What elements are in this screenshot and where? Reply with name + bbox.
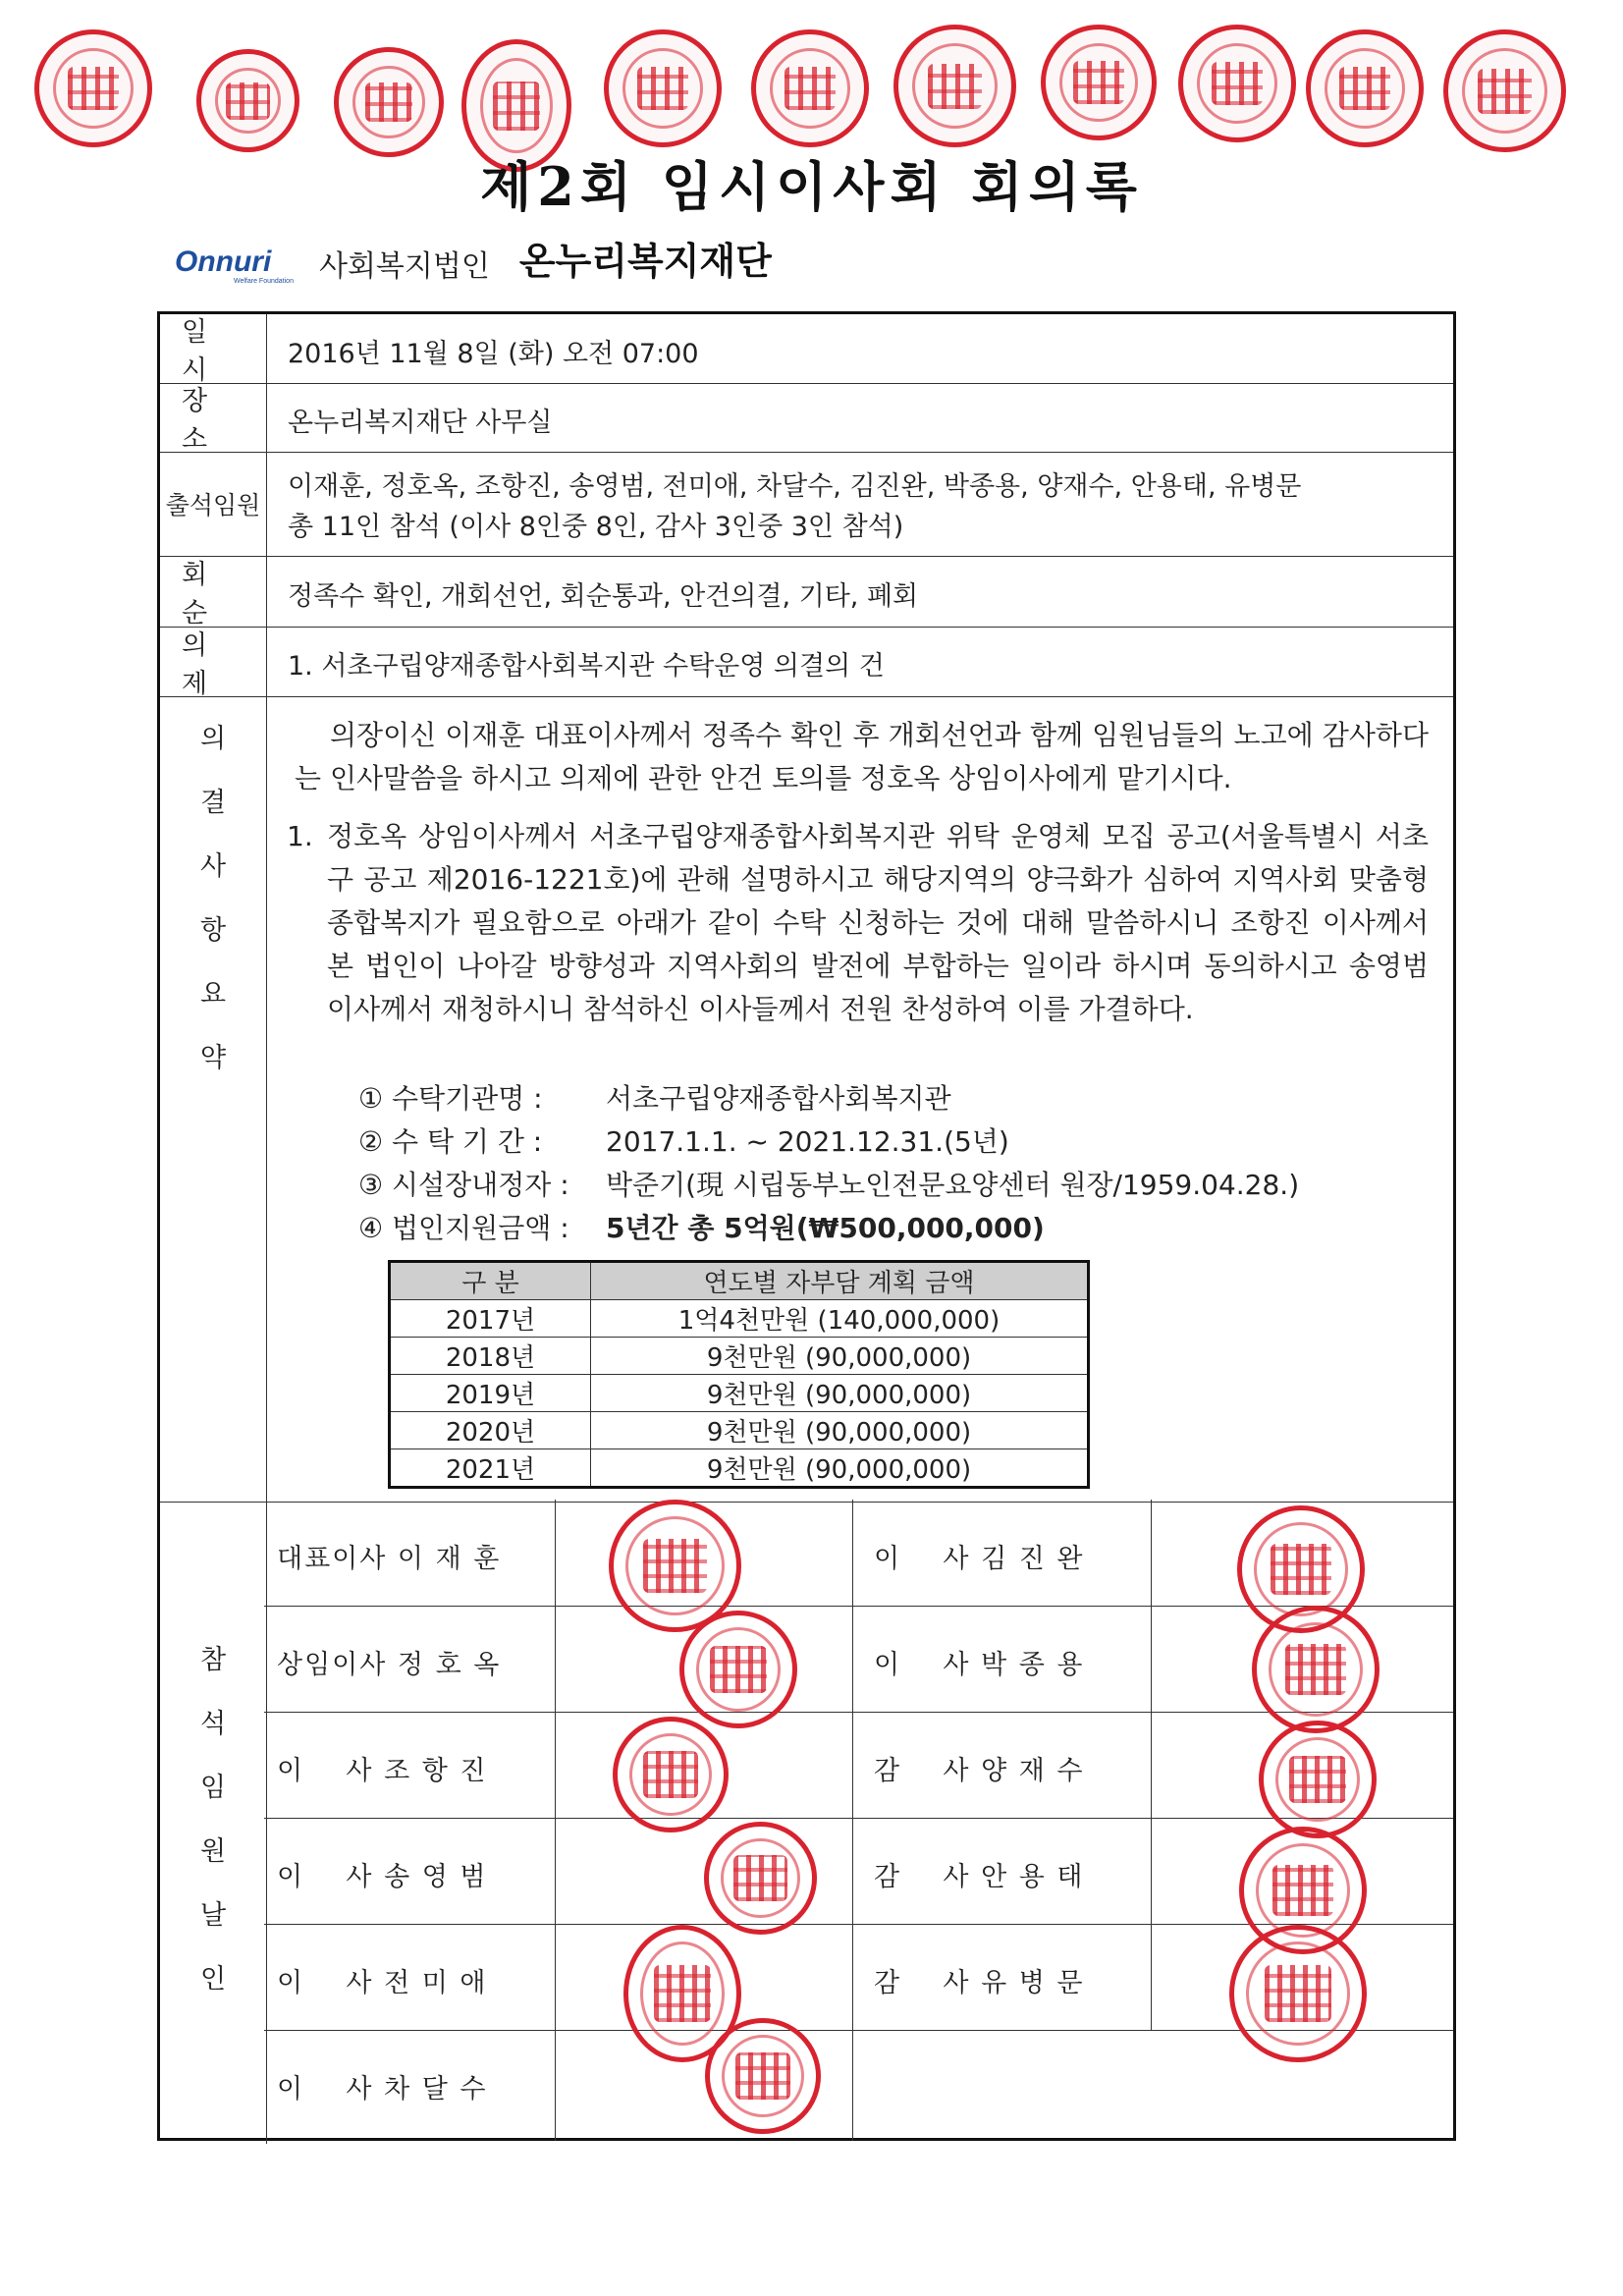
amount-cell: 9천만원 (90,000,000)	[591, 1412, 1089, 1449]
signatory-name: 이 사 조 항 진	[277, 1756, 488, 1786]
item-text: 정호옥 상임이사께서 서초구립양재종합사회복지관 위탁 운영체 모집 공고(서울특별시 서초구 공고 제2016-1221호)에 관해 설명하시고 해당지역의 양극화가 심하여 지역사회 맞춤형 종합복지가 필요함으로 아래가 같이 수탁 신청하는 것에 대해 말씀하시니 조항진 이사께서 본 법인이 나아갈 방향성과 지역사회의 발전에 부합하는 일이라 하시며 동의하시고 송영범 이사께서 재청하시니 참석하신 이사들께서 전원 찬성하여 이를 가결하다.	[327, 820, 1429, 1025]
signatory-name: 상임이사 정 호 옥	[277, 1650, 502, 1680]
year-cell: 2021년	[390, 1449, 591, 1488]
amount-cell: 9천만원 (90,000,000)	[591, 1449, 1089, 1488]
term-value: 5년간 총 5억원(₩500,000,000)	[606, 1212, 1045, 1244]
logo-text: Onnuri	[175, 246, 272, 278]
label-char: 인	[199, 1964, 227, 1995]
table-row	[390, 1338, 1089, 1375]
order-label: 회순	[182, 560, 230, 629]
signatory-name: 이 사 차 달 수	[277, 2074, 488, 2105]
term-value: 박준기(現 시립동부노인전문요양센터 원장/1959.04.28.)	[606, 1169, 1300, 1201]
seal-stamp	[1229, 1925, 1367, 2062]
sig-col-divider	[1151, 1500, 1152, 2030]
signatory-name: 감 사 안 용 태	[874, 1862, 1085, 1892]
term-key: ① 수탁기관명 :	[358, 1082, 543, 1115]
row-divider	[160, 627, 1453, 628]
label-char: 원	[199, 1836, 227, 1867]
amount-cell: 1억4천만원 (140,000,000)	[591, 1300, 1089, 1338]
term-row	[358, 1077, 1299, 1121]
signatory-name: 감 사 양 재 수	[874, 1756, 1085, 1786]
seal-stamp	[1252, 1606, 1380, 1733]
resolution-intro: 의장이신 이재훈 대표이사께서 정족수 확인 후 개회선언과 함께 임원님들의 노고에 감사하다는 인사말씀을 하시고 의제에 관한 안건 토의를 정호옥 상임이사에게 맡기시다.	[295, 719, 1429, 794]
order-value: 정족수 확인, 개회선언, 회순통과, 안건의결, 기타, 폐회	[288, 581, 919, 612]
seal-stamp	[1178, 25, 1296, 142]
label-char: 약	[199, 1043, 227, 1073]
signatory-name: 이 사 박 종 용	[874, 1650, 1085, 1680]
seal-stamp	[1259, 1721, 1377, 1838]
term-value: 2017.1.1. ~ 2021.12.31.(5년)	[606, 1125, 1009, 1158]
year-cell: 2019년	[390, 1375, 591, 1412]
row-divider	[160, 1502, 1453, 1503]
row-divider	[160, 452, 1453, 453]
label-char: 석	[199, 1709, 227, 1739]
row-divider	[160, 696, 1453, 697]
sig-col-divider	[852, 1500, 853, 2141]
date-label: 일시	[182, 317, 230, 386]
label-char: 요	[199, 979, 227, 1010]
organization-name: 온누리복지재단	[518, 239, 772, 283]
seal-stamp	[751, 29, 869, 147]
sig-col-divider	[555, 1500, 556, 2141]
table-row	[390, 1300, 1089, 1338]
seal-stamp	[196, 49, 299, 152]
label-char: 참	[199, 1645, 227, 1675]
label-char: 항	[199, 915, 227, 946]
budget-table	[388, 1260, 1090, 1489]
label-column-divider	[266, 314, 267, 2144]
place-label: 장소	[182, 386, 230, 455]
organization-header	[175, 236, 772, 285]
signatory-name: 이 사 전 미 애	[277, 1968, 488, 1998]
table-row	[390, 1375, 1089, 1412]
term-key: ④ 법인지원금액 :	[358, 1212, 569, 1244]
seal-stamp	[704, 1822, 817, 1935]
signatory-name: 이 사 김 진 완	[874, 1544, 1085, 1574]
resolution-summary-label	[160, 717, 266, 1087]
budget-header-cell: 구 분	[390, 1262, 591, 1300]
seal-stamp	[679, 1611, 797, 1728]
organization-type: 사회복지법인	[318, 249, 490, 284]
signatory-name: 대표이사 이 재 훈	[277, 1544, 502, 1574]
date-value: 2016년 11월 8일 (화) 오전 07:00	[288, 339, 699, 369]
label-char: 의	[199, 724, 227, 754]
year-cell: 2020년	[390, 1412, 591, 1449]
resolution-terms	[358, 1077, 1299, 1250]
attendee-seal-label	[160, 1638, 266, 2008]
attendees-line2: 총 11인 참석 (이사 8인중 8인, 감사 3인중 3인 참석)	[288, 512, 904, 542]
term-row	[358, 1121, 1299, 1164]
seal-stamp	[34, 29, 152, 147]
term-key: ② 수 탁 기 간 :	[358, 1125, 543, 1158]
signatory-name: 감 사 유 병 문	[874, 1968, 1085, 1998]
label-char: 결	[199, 788, 227, 818]
row-divider	[160, 383, 1453, 384]
row-divider	[160, 556, 1453, 557]
logo-subtext: Welfare Foundation	[234, 278, 294, 285]
seal-stamp	[334, 47, 444, 157]
attendees-label: 출석임원	[165, 491, 261, 519]
seal-stamp	[613, 1717, 729, 1832]
seal-stamp	[893, 25, 1016, 147]
seal-stamp	[1306, 29, 1424, 147]
table-row	[390, 1412, 1089, 1449]
document-title: 제2회 임시이사회 회의록	[480, 155, 1143, 218]
label-char: 임	[199, 1773, 227, 1803]
term-key: ③ 시설장내정자 :	[358, 1169, 569, 1201]
place-value: 온누리복지재단 사무실	[288, 408, 553, 438]
budget-header-cell: 연도별 자부담 계획 금액	[591, 1262, 1089, 1300]
foundation-logo	[175, 247, 294, 285]
year-cell: 2017년	[390, 1300, 591, 1338]
seal-stamp	[1041, 25, 1157, 140]
year-cell: 2018년	[390, 1338, 591, 1375]
agenda-label: 의제	[182, 629, 230, 699]
table-row	[390, 1449, 1089, 1488]
term-value: 서초구립양재종합사회복지관	[606, 1082, 951, 1115]
seal-stamp	[604, 29, 722, 147]
seal-stamp	[1443, 29, 1566, 152]
label-char: 사	[199, 851, 227, 882]
seal-stamp	[705, 2018, 821, 2134]
item-number: 1.	[287, 820, 313, 852]
attendees-line1: 이재훈, 정호옥, 조항진, 송영범, 전미애, 차달수, 김진완, 박종용, 양재수, 안용태, 유병문	[288, 471, 1302, 502]
term-row	[358, 1164, 1299, 1207]
term-row	[358, 1207, 1299, 1250]
label-char: 날	[199, 1900, 227, 1931]
signatory-name: 이 사 송 영 범	[277, 1862, 488, 1892]
budget-header-row	[390, 1262, 1089, 1300]
amount-cell: 9천만원 (90,000,000)	[591, 1338, 1089, 1375]
amount-cell: 9천만원 (90,000,000)	[591, 1375, 1089, 1412]
agenda-value: 1. 서초구립양재종합사회복지관 수탁운영 의결의 건	[288, 651, 885, 682]
